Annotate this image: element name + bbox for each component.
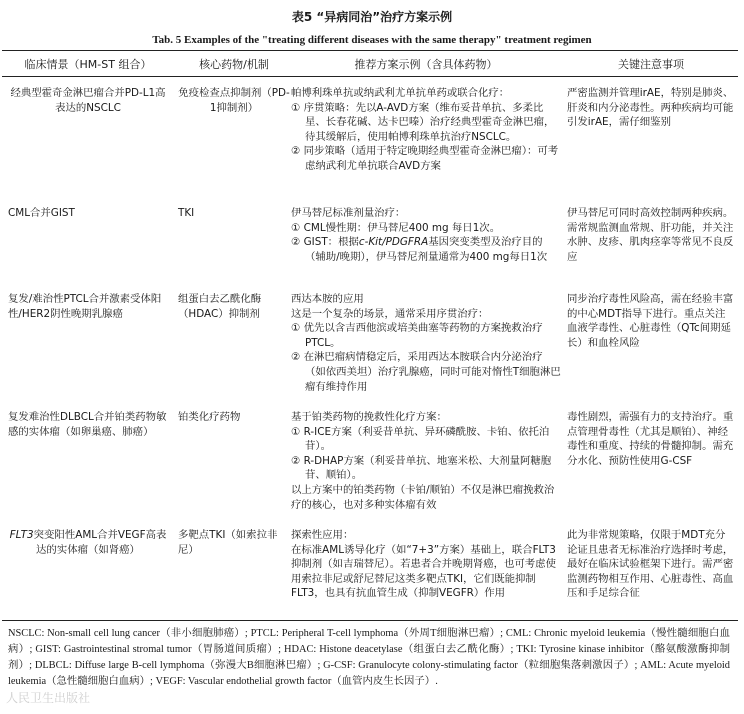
row3-regimen-intro: 西达本胺的应用	[291, 293, 364, 305]
table-title-en: Tab. 5 Examples of the "treating different diseases with the same therapy" treatment regimen	[152, 34, 592, 46]
row1-drug: 免疫检查点抑制剂（PD-1抑制剂）	[178, 87, 290, 114]
row1-regimen-item: ① 序贯策略：先以A-AVD方案（维布妥昔单抗、多柔比星、长春花碱、达卡巴嗪）治疗经典型霍奇金淋巴瘤，待其缓解后，使用帕博利珠单抗治疗NSCLC。	[291, 101, 555, 143]
row5-notes: 此为非常规策略，仅限于MDT充分论证且患者无标准治疗选择时考虑，最好在临床试验框架下进行。需严密监测药物相互作用、心脏毒性、高血压和手足综合征	[567, 529, 734, 600]
row4-notes: 毒性剧烈，需强有力的支持治疗。重点管理骨毒性（尤其是顺铂）、神经毒性和重度、持续的骨髓抑制。需充分水化、预防性使用G-CSF	[567, 411, 734, 467]
row3-drug: 组蛋白去乙酰化酶（HDAC）抑制剂	[178, 293, 262, 320]
row3-regimen-item: ② 在淋巴瘤病情稳定后，采用西达本胺联合内分泌治疗（如依西美坦）治疗乳腺癌，同时可能对惰性T细胞淋巴瘤有维持作用	[291, 351, 561, 393]
row2-scenario: CML合并GIST	[8, 207, 75, 219]
header-drug: 核心药物/机制	[199, 58, 269, 71]
row5-scenario	[8, 528, 168, 557]
gene-label: c-Kit/PDGFRA	[358, 236, 429, 249]
row5-regimen-intro: 探索性应用：	[291, 529, 354, 541]
table-footnote: NSCLC: Non-small cell lung cancer（非小细胞肺癌）; PTCL: Peripheral T-cell lymphoma（外周T细胞淋巴瘤）; CML: Chronic myeloid leukemia（慢性髓细胞白血病）; GIST: Gastrointestinal stromal tumor（胃肠道间质瘤）; HDAC: Histone deacetylase（组蛋白去乙酰化酶）; TKI: Tyrosine kinase inhibitor（酪氨酸激酶抑制剂）; DLBCL: Diffuse large B-cell lymphoma（弥漫大B细胞淋巴瘤）; G-CSF: Granulocyte colony-stimulating factor（粒细胞集落刺激因子）; AML: Acute myeloid leukemia（急性髓细胞白血病）; VEGF: Vascular endothelial growth factor（血管内皮生长因子）.	[8, 628, 730, 687]
row1-regimen-intro: 帕博利珠单抗或纳武利尤单抗单药或联合化疗：	[291, 87, 510, 99]
header-scenario: 临床情景（HM-ST 组合）	[24, 58, 152, 71]
row2-notes: 伊马替尼可同时高效控制两种疾病。需常规监测血常规、肝功能，并关注水肿、皮疹、肌肉痉挛等常见不良反应	[567, 207, 734, 263]
row2-drug: TKI	[178, 207, 195, 219]
header-notes: 关键注意事项	[618, 58, 684, 71]
table-title-cn: 表5 “异病同治”治疗方案示例	[291, 10, 453, 24]
row4-drug: 铂类化疗药物	[178, 411, 241, 423]
row3-regimen-lead: 这是一个复杂的场景，通常采用序贯治疗：	[291, 307, 489, 320]
row3-regimen	[291, 292, 561, 394]
row5-drug: 多靶点TKI（如索拉非尼）	[178, 529, 278, 556]
row3-notes: 同步治疗毒性风险高，需在经验丰富的中心MDT指导下进行。重点关注血液学毒性、心脏毒性（QTc间期延长）和血栓风险	[567, 293, 734, 349]
flt3-gene-label: FLT3	[9, 529, 34, 541]
header-rule	[2, 76, 738, 77]
row2-regimen-item: ① CML慢性期：伊马替尼400 mg 每日1次。	[291, 221, 501, 234]
watermark: 人民卫生出版社	[6, 691, 91, 705]
row3-scenario: 复发/难治性PTCL合并激素受体阳性/HER2阴性晚期乳腺癌	[8, 293, 162, 320]
row5-regimen-body: 在标准AML诱导化疗（如“7+3”方案）基础上，联合FLT3抑制剂（如吉瑞替尼）。若患者合并晚期肾癌，也可考虑使用索拉非尼或舒尼替尼这类多靶点TKI，它们既能抑制FLT3，也具有抗血管生成（抑制VEGFR）作用	[291, 543, 556, 600]
row4-scenario: 复发难治性DLBCL合并铂类药物敏感的实体瘤（如卵巢癌、肺癌）	[8, 411, 167, 438]
row1-notes: 严密监测并管理irAE，特别是肺炎、肝炎和内分泌毒性。两种疾病均可能引发irAE，需仔细鉴别	[567, 87, 734, 129]
row2-regimen-intro: 伊马替尼标准剂量治疗：	[291, 207, 406, 219]
row1-regimen-item: ② 同步策略（适用于特定晚期经典型霍奇金淋巴瘤）：可考虑纳武利尤单抗联合AVD方案	[291, 145, 559, 172]
row4-regimen-item: ② R-DHAP方案（利妥昔单抗、地塞米松、大剂量阿糖胞苷、顺铂）。	[291, 454, 552, 482]
top-rule	[2, 50, 738, 51]
row4-regimen	[291, 410, 561, 512]
row5-regimen	[291, 528, 561, 601]
row1-regimen	[291, 86, 561, 174]
row2-regimen-item: ② GIST：根据c-Kit/PDGFRA基因突变类型及治疗目的（辅助/晚期），伊马替尼剂量通常为400 mg每日1次	[291, 236, 548, 263]
row4-regimen-item: ① R-ICE方案（利妥昔单抗、异环磷酰胺、卡铂、依托泊苷）。	[291, 425, 550, 453]
row1-scenario: 经典型霍奇金淋巴瘤合并PD-L1高表达的NSCLC	[10, 87, 166, 114]
bottom-rule	[2, 620, 738, 621]
row4-regimen-intro: 基于铂类药物的挽救性化疗方案：	[291, 411, 447, 423]
row3-regimen-item: ① 优先以含吉西他滨或培美曲塞等药物的方案挽救治疗PTCL。	[291, 322, 543, 349]
header-regimen: 推荐方案示例（含具体药物）	[354, 58, 498, 71]
row4-regimen-tail: 以上方案中的铂类药物（卡铂/顺铂）不仅是淋巴瘤挽救治疗的核心，也对多种实体瘤有效	[291, 483, 555, 511]
row2-regimen	[291, 206, 561, 264]
row5-scenario-text: 突变阳性AML合并VEGF高表达的实体瘤（如肾癌）	[33, 529, 167, 556]
